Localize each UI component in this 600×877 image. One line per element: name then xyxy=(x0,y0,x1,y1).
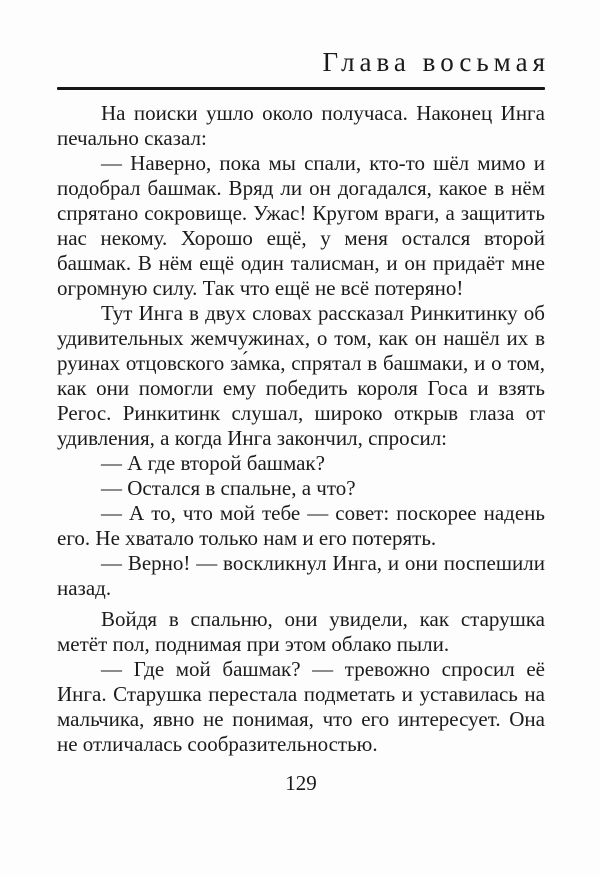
paragraph-5: — Остался в спальне, а что? xyxy=(101,476,356,500)
paragraph-9: — Где мой башмак? — тревожно спросил её Инга. Старушка перестала подметать и уставилась на мальчика, явно не понимая, что его интересует. Она не отличалась сообразительностью. xyxy=(57,657,545,756)
chapter-heading: Глава восьмая xyxy=(322,47,550,77)
paragraph-3: Тут Инга в двух словах рассказал Ринкитинку об удивительных жемчужинах, о том, как он нашёл их в руинах отцовского за́мка, спрятал в башмаки, и о том, как они помогли ему победить короля Госа и взять Регос. Ринкитинк слушал, широко открыв глаза от удивления, а когда Инга закончил, спросил: xyxy=(57,301,545,450)
paragraph-4: — А где второй башмак? xyxy=(101,451,325,475)
header-rule xyxy=(57,87,545,90)
paragraph-7: — Верно! — воскликнул Инга, и они поспешили назад. xyxy=(57,551,545,600)
paragraph-2: — Наверно, пока мы спали, кто-то шёл мимо и подобрал башмак. Вряд ли он догадался, какое в нём спрятано сокровище. Ужас! Кругом враги, а защитить нас некому. Хорошо ещё, у меня остался второй башмак. В нём ещё один талисман, и он придаёт мне огромную силу. Так что ещё не всё потеряно! xyxy=(57,151,545,300)
paragraph-8: Войдя в спальню, они увидели, как старушка метёт пол, поднимая при этом облако пыли. xyxy=(57,607,545,656)
page-body xyxy=(57,101,545,757)
paragraph-1: На поиски ушло около получаса. Наконец Инга печально сказал: xyxy=(57,101,545,150)
paragraph-6: — А то, что мой тебе — совет: поскорее надень его. Не хватало только нам и его потерять. xyxy=(57,501,545,550)
page-number: 129 xyxy=(285,771,317,795)
